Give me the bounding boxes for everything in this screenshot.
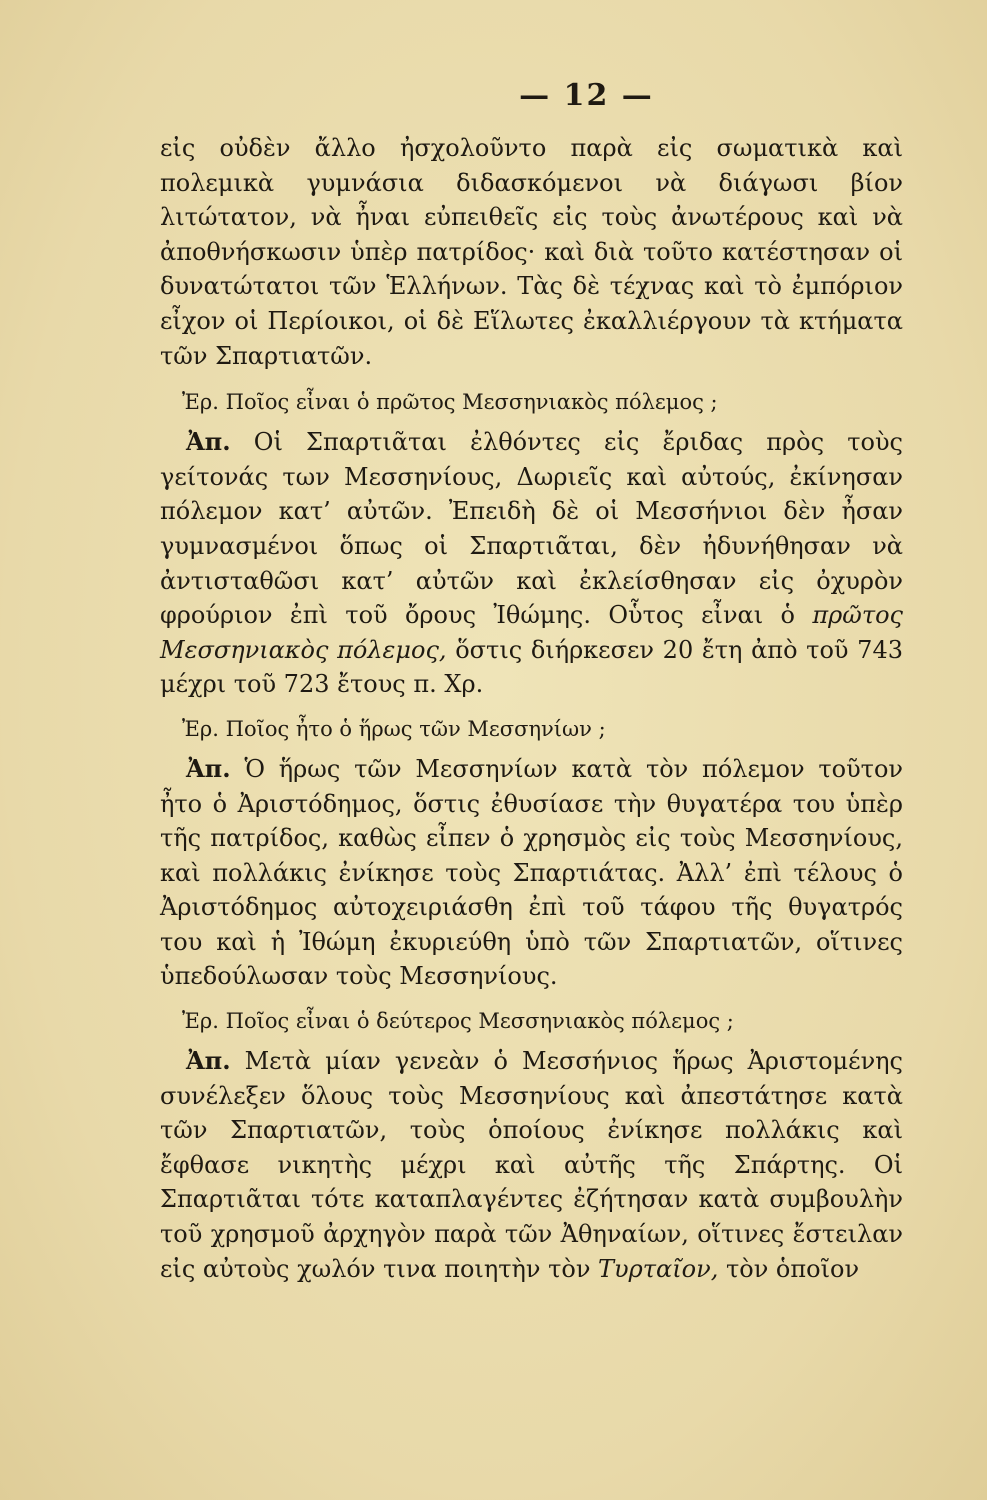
page-number: — 12 — (519, 78, 654, 113)
question-text: Ποῖος εἶναι ὁ πρῶτος Μεσσηνιακὸς πόλεμος ; (225, 390, 718, 415)
answer-label: Ἀπ. (186, 1046, 231, 1076)
question-1 (182, 387, 903, 417)
answer-italic: πρῶτος Μεσσηνιακὸς πόλεμος, (160, 601, 903, 664)
question-label: Ἐρ. (182, 1009, 219, 1034)
answer-label: Ἀπ. (186, 753, 231, 783)
qa-block-2 (160, 714, 903, 994)
answer-italic: Τυρταῖον, (598, 1254, 719, 1283)
question-label: Ἐρ. (182, 716, 219, 741)
question-3 (182, 1006, 903, 1036)
answer-label: Ἀπ. (186, 427, 231, 457)
question-label: Ἐρ. (182, 390, 219, 415)
qa-block-1 (160, 387, 903, 702)
intro-paragraph: εἰς οὐδὲν ἄλλο ἠσχολοῦντο παρὰ εἰς σωματικὰ καὶ πολεμικὰ γυμνάσια διδασκόμενοι νὰ διάγωσι βίον λιτώτατον, νὰ ἦναι εὐπειθεῖς εἰς τοὺς ἀνωτέρους καὶ νὰ ἀποθνήσκωσιν ὑπὲρ πατρίδος· καὶ διὰ τοῦτο κατέστησαν οἱ δυνατώτατοι τῶν Ἑλλήνων. Τὰς δὲ τέχνας καὶ τὸ ἐμπόριον εἶχον οἱ Περίοικοι, οἱ δὲ Εἵλωτες ἐκαλλιέργουν τὰ κτήματα τῶν Σπαρτιατῶν. (160, 134, 903, 370)
answer-1 (160, 425, 903, 702)
answer-tail: ὅστις διήρκεσεν 20 ἔτη ἀπὸ τοῦ 743 μέχρι τοῦ 723 ἔτους π. Χρ. (160, 635, 903, 699)
answer-3 (160, 1044, 903, 1286)
answer-text: Οἱ Σπαρτιᾶται ἐλθόντες εἰς ἔριδας πρὸς τοὺς γείτονάς των Μεσσηνίους, Δωριεῖς καὶ αὐτούς, ἐκίνησαν πόλεμον κατ’ αὐτῶν. Ἐπειδὴ δὲ οἱ Μεσσήνιοι δὲν ἦσαν γυμνασμένοι ὅπως οἱ Σπαρτιᾶται, δὲν ἠδυνήθησαν νὰ ἀντισταθῶσι κατ’ αὐτῶν καὶ ἐκλείσθησαν εἰς ὀχυρὸν φρούριον ἐπὶ τοῦ ὄρους Ἰθώμης. Οὗτος εἶναι ὁ (160, 428, 903, 630)
question-text: Ποῖος ἦτο ὁ ἥρως τῶν Μεσσηνίων ; (225, 716, 606, 741)
answer-text: Μετὰ μίαν γενεὰν ὁ Μεσσήνιος ἥρως Ἀριστομένης συνέλεξεν ὅλους τοὺς Μεσσηνίους καὶ ἀπεστάτησε κατὰ τῶν Σπαρτιατῶν, τοὺς ὁποίους ἐνίκησε πολλάκις καὶ ἔφθασε νικητὴς μέχρι καὶ αὐτῆς τῆς Σπάρτης. Οἱ Σπαρτιᾶται τότε καταπλαγέντες ἐζήτησαν κατὰ συμβουλὴν τοῦ χρησμοῦ ἀρχηγὸν παρὰ τῶν Ἀθηναίων, οἵτινες ἔστειλαν εἰς αὐτοὺς χωλόν τινα ποιητὴν τὸν (160, 1047, 903, 1283)
answer-tail: τὸν ὁποῖον (725, 1254, 860, 1283)
question-2 (182, 714, 903, 744)
answer-text: Ὁ ἥρως τῶν Μεσσηνίων κατὰ τὸν πόλεμον τοῦτον ἦτο ὁ Ἀριστόδημος, ὅστις ἐθυσίασε τὴν θυγατέρα του ὑπὲρ τῆς πατρίδος, καθὼς εἶπεν ὁ χρησμὸς εἰς τοὺς Μεσσηνίους, καὶ πολλάκις ἐνίκησε τοὺς Σπαρτιάτας. Ἀλλ’ ἐπὶ τέλους ὁ Ἀριστόδημος αὐτοχειριάσθη ἐπὶ τοῦ τάφου τῆς θυγατρός του καὶ ἡ Ἰθώμη ἐκυριεύθη ὑπὸ τῶν Σπαρτιατῶν, οἵτινες ὑπεδούλωσαν τοὺς Μεσσηνίους. (160, 754, 903, 991)
answer-2 (160, 752, 903, 994)
qa-block-3 (160, 1006, 903, 1286)
question-text: Ποῖος εἶναι ὁ δεύτερος Μεσσηνιακὸς πόλεμος ; (225, 1009, 734, 1034)
